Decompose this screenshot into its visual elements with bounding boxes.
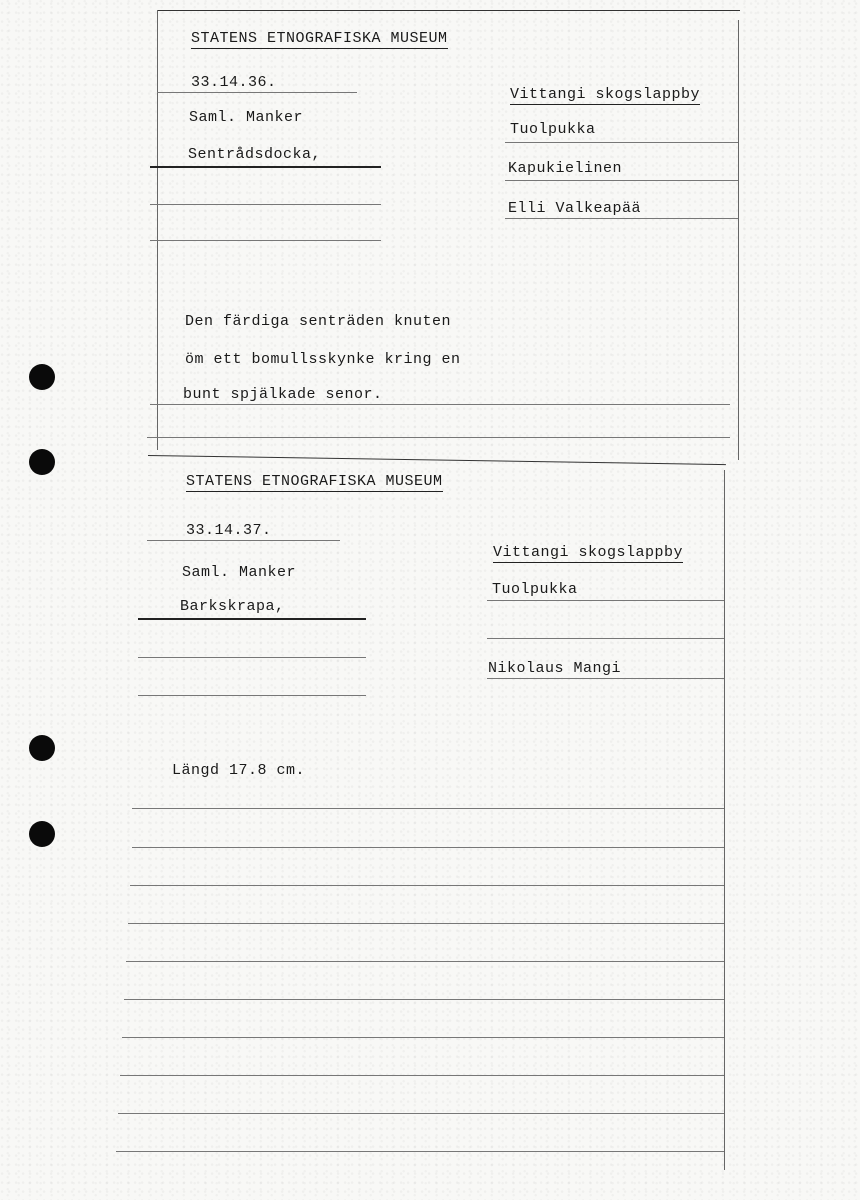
rule bbox=[157, 92, 357, 93]
rule bbox=[128, 923, 724, 924]
binder-hole bbox=[29, 735, 55, 761]
card-right-edge bbox=[738, 20, 739, 460]
rule bbox=[132, 808, 724, 809]
rule bbox=[150, 204, 381, 205]
binder-hole bbox=[29, 449, 55, 475]
locality-name: Tuolpukka bbox=[492, 581, 578, 598]
rule bbox=[126, 961, 724, 962]
catalog-number: 33.14.36. bbox=[191, 74, 277, 91]
catalog-number: 33.14.37. bbox=[186, 522, 272, 539]
card-top-edge bbox=[157, 10, 740, 11]
person-name: Elli Valkeapää bbox=[508, 200, 642, 217]
rule bbox=[130, 885, 724, 886]
rule bbox=[118, 1113, 724, 1114]
sublocality-name: Kapukielinen bbox=[508, 160, 623, 177]
institution-heading: STATENS ETNOGRAFISKA MUSEUM bbox=[191, 30, 448, 47]
rule bbox=[138, 695, 366, 696]
collection-name: Saml. Manker bbox=[189, 109, 304, 126]
card-top-edge bbox=[148, 455, 726, 465]
rule bbox=[150, 240, 381, 241]
rule bbox=[138, 657, 366, 658]
rule bbox=[150, 166, 381, 168]
rule bbox=[505, 142, 738, 143]
institution-heading: STATENS ETNOGRAFISKA MUSEUM bbox=[186, 473, 443, 490]
person-name: Nikolaus Mangi bbox=[488, 660, 622, 677]
collection-name: Saml. Manker bbox=[182, 564, 297, 581]
measurement: Längd 17.8 cm. bbox=[172, 762, 306, 779]
rule bbox=[132, 847, 724, 848]
binder-hole bbox=[29, 821, 55, 847]
description-line: öm ett bomullsskynke kring en bbox=[185, 351, 461, 368]
rule bbox=[138, 618, 366, 620]
binder-hole bbox=[29, 364, 55, 390]
rule bbox=[487, 600, 724, 601]
rule bbox=[147, 540, 340, 541]
rule bbox=[487, 678, 724, 679]
rule bbox=[505, 218, 738, 219]
place-name: Vittangi skogslappby bbox=[493, 544, 684, 561]
description-line: bunt spjälkade senor. bbox=[183, 386, 383, 403]
rule bbox=[122, 1037, 724, 1038]
locality-name: Tuolpukka bbox=[510, 121, 596, 138]
object-name: Sentrådsdocka, bbox=[188, 146, 322, 163]
rule bbox=[487, 638, 724, 639]
place-name: Vittangi skogslappby bbox=[510, 86, 701, 103]
rule bbox=[120, 1075, 724, 1076]
object-name: Barkskrapa, bbox=[180, 598, 285, 615]
card-right-edge bbox=[724, 470, 725, 1170]
rule bbox=[147, 437, 730, 438]
description-line: Den färdiga senträden knuten bbox=[185, 313, 452, 330]
rule bbox=[505, 180, 738, 181]
rule bbox=[150, 404, 730, 405]
card-left-edge bbox=[157, 10, 158, 450]
rule bbox=[124, 999, 724, 1000]
rule bbox=[116, 1151, 724, 1152]
